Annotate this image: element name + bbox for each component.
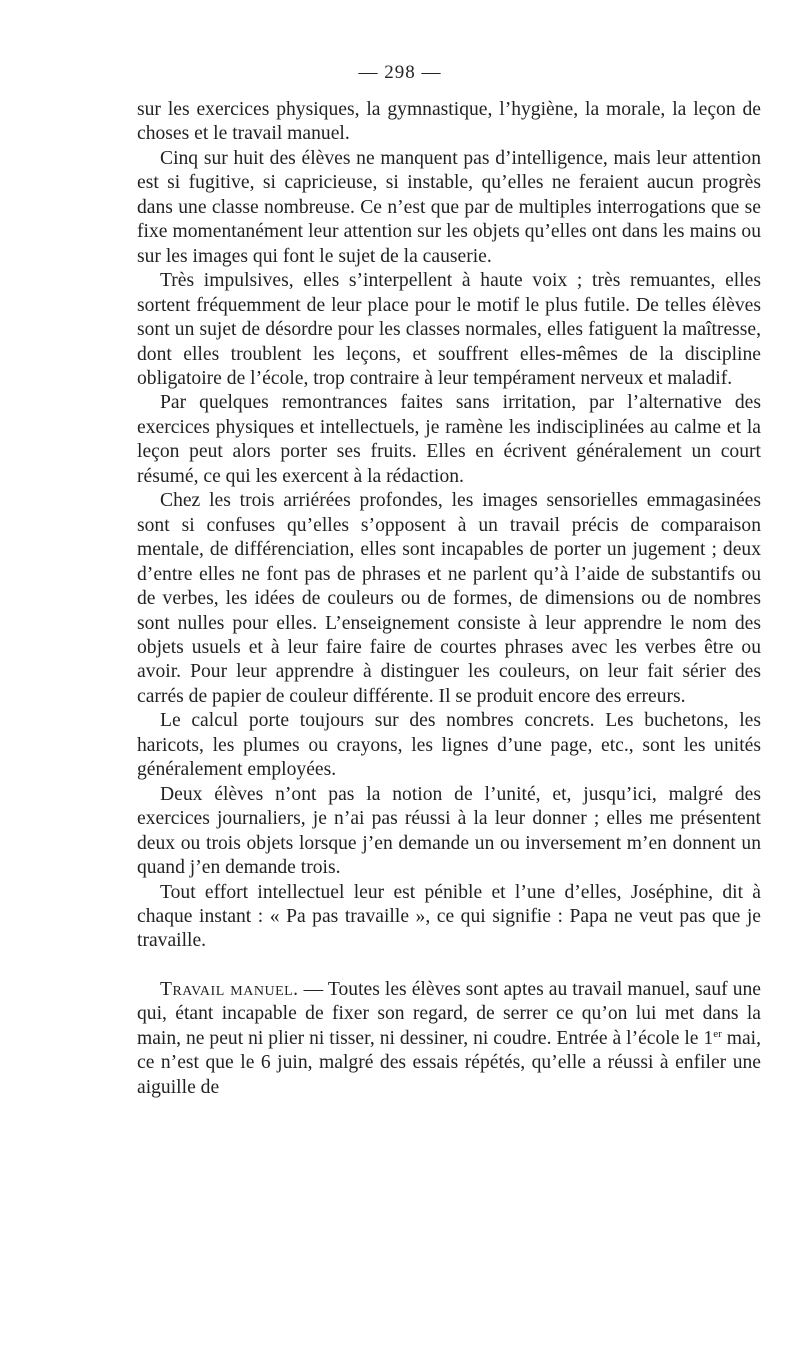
section-text-part-1: — Toutes les élèves sont aptes au travail manuel, sauf une qui, étant incapable de fixer son regard, de serrer ce qu’on lui met dans la main, ne peut ni plier ni tisser, ni dessiner, ni coudre. Entrée à l’école le 1 [137,978,761,1049]
paragraph-3: Très impulsives, elles s’interpellent à haute voix ; très remuantes, elles sortent fréquemment de leur place pour le motif le plus futile. De telles élèves sont un sujet de désordre pour les classes normales, elles fatiguent la maîtresse, dont elles troublent les leçons, et souffrent elles-mêmes de la discipline obligatoire de l’école, trop contraire à leur tempérament nerveux et maladif. [137,270,761,389]
body-text [137,98,761,1100]
paragraph-7: Deux élèves n’ont pas la notion de l’unité, et, jusqu’ici, malgré des exercices journaliers, je n’ai pas réussi à la leur donner ; elles me présentent deux ou trois objets lorsque j’en demande un ou inversement m’en donnent un quand j’en demande trois. [137,783,761,879]
paragraph-8: Tout effort intellectuel leur est pénible et l’une d’elles, Joséphine, dit à chaque instant : « Pa pas travaille », ce qui signifie : Papa ne veut pas que je travaille. [137,881,761,952]
paragraph-2: Cinq sur huit des élèves ne manquent pas d’intelligence, mais leur attention est si fugitive, si capricieuse, si instable, qu’elles ne feraient aucun progrès dans une classe nombreuse. Ce n’est que par de multiples interrogations que se fixe momentanément leur attention sur les objets qu’elles ont dans les mains ou sur les images qui font le sujet de la causerie. [137,147,761,267]
paragraph-4: Par quelques remontrances faites sans irritation, par l’alternative des exercices physiques et intellectuels, je ramène les indisciplinées au calme et la leçon peut alors porter ses fruits. Elles en écrivent généralement un court résumé, ce qui les exercent à la rédaction. [137,392,761,487]
section-travail-manuel [137,978,761,1100]
section-text-part-2: mai, ce n’est que le 6 juin, malgré des essais répétés, qu’elle a réussi à enfiler une aiguille de [137,1027,761,1098]
paragraph-5: Chez les trois arriérées profondes, les images sensorielles emmagasinées sont si confuses qu’elles s’opposent à un travail précis de comparaison mentale, de différenciation, elles sont incapables de porter un jugement ; deux d’entre elles ne font pas de phrases et ne parlent qu’à l’aide de substantifs ou de verbes, les idées de couleurs ou de formes, de dimensions ou de nombres sont nulles pour elles. L’enseignement consiste à leur apprendre le nom des objets usuels et à leur faire faire de courtes phrases avec les verbes être ou avoir. Pour leur apprendre à distinguer les couleurs, on leur fait sérier des carrés de papier de couleur différente. Il se produit encore des erreurs. [137,490,761,707]
paragraph-1: sur les exercices physiques, la gymnastique, l’hygiène, la morale, la leçon de choses et le travail manuel. [137,99,761,145]
page-number: — 298 — [358,62,442,83]
section-heading: Travail manuel. [160,978,299,1000]
ordinal-superscript: er [713,1027,722,1040]
paragraph-6: Le calcul porte toujours sur des nombres concrets. Les buchetons, les haricots, les plumes ou crayons, les lignes d’une page, etc., sont les unités généralement employées. [137,710,761,781]
